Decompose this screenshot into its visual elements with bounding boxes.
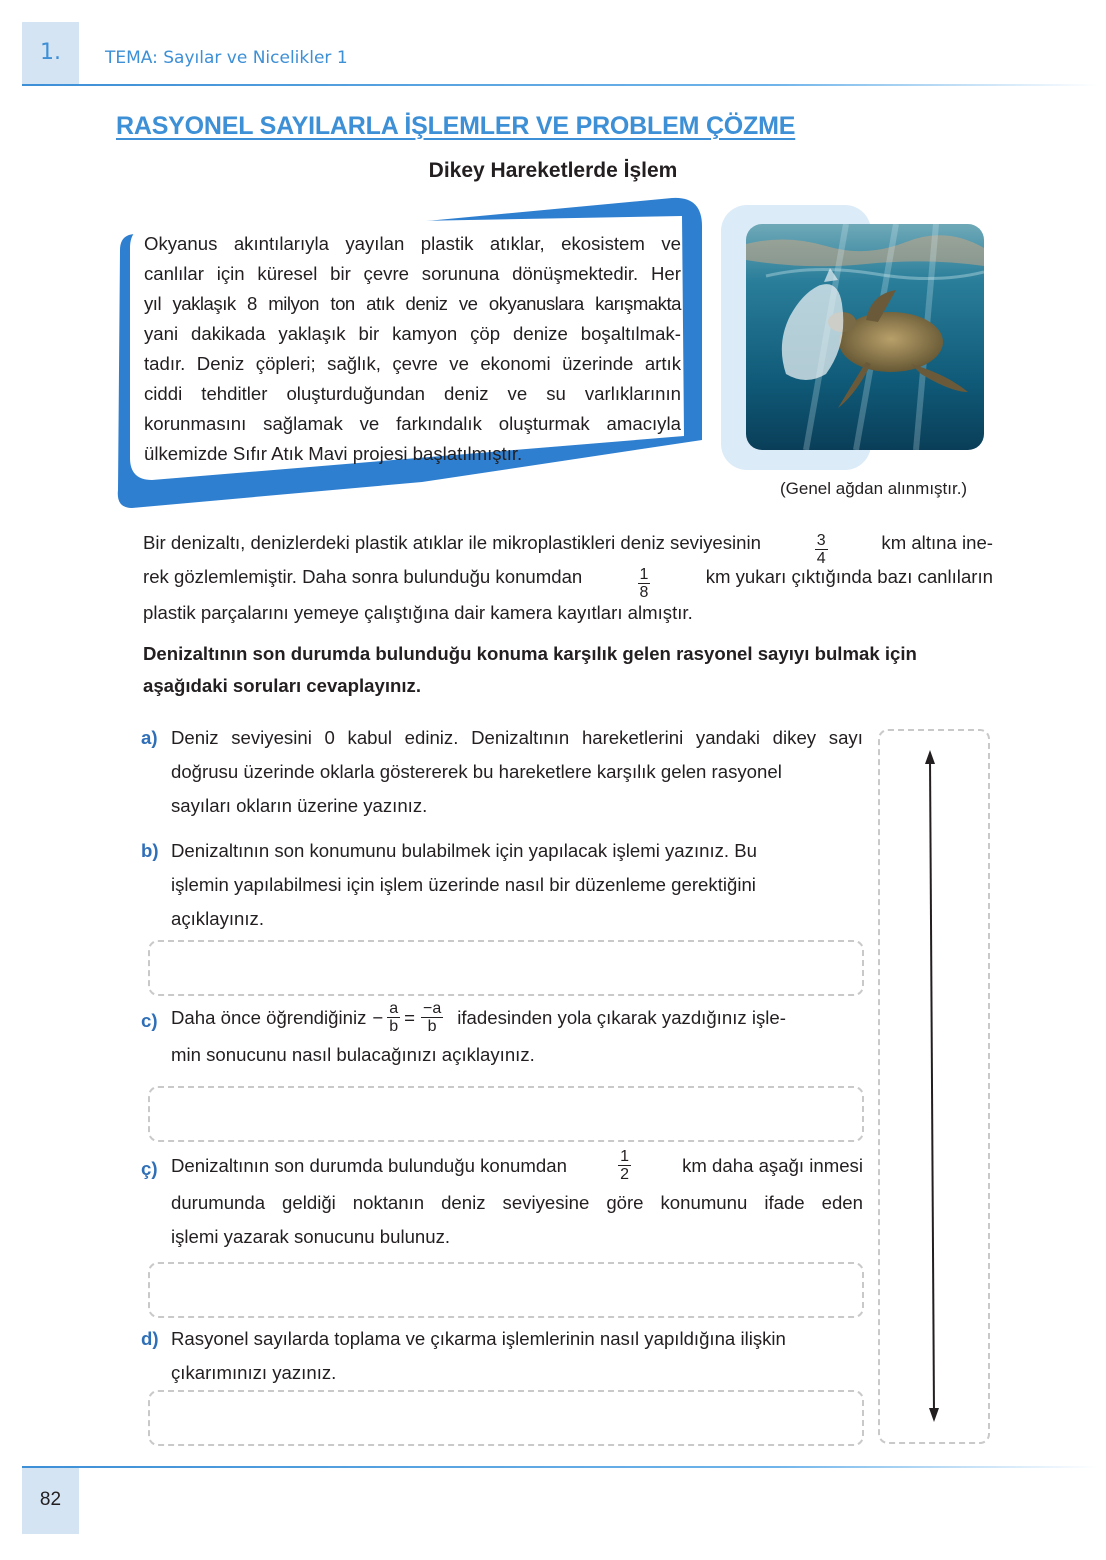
fraction-one-half: $\frac{1}{2}$	[620, 1148, 629, 1183]
instruction-line-1: Denizaltının son durumda bulunduğu konuma karşılık gelen rasyonel sayıyı bulmak için	[143, 643, 917, 664]
question-d-label: d)	[141, 1328, 159, 1349]
theme-label: TEMA: Sayılar ve Nicelikler 1	[105, 48, 348, 68]
question-c-text: Daha önce öğrendiğiniz	[171, 1006, 367, 1028]
question-b-line: işlemin yapılabilmesi için işlem üzerinde nasıl bir düzenleme gerektiğini	[171, 874, 756, 895]
page-title: RASYONEL SAYILARLA İŞLEMLER VE PROBLEM ÇÖZME	[116, 112, 796, 140]
answer-box-b[interactable]	[148, 940, 864, 996]
problem-text: Bir denizaltı, denizlerdeki plastik atıklar ile mikroplastikleri deniz seviyesinin	[143, 532, 761, 553]
fraction-one-eighth: $\frac{1}{8}$	[639, 566, 649, 601]
intro-line: yıl yaklaşık 8 milyon ton atık deniz ve okyanuslara karışmakta	[144, 293, 681, 314]
question-cc-line-3: işlemi yazarak sonucunu bulunuz.	[171, 1226, 451, 1247]
question-cc-line-2: durumunda geldiği noktanın deniz seviyesine göre konumunu ifade eden	[171, 1192, 863, 1213]
problem-text: km altına ine-	[881, 532, 993, 553]
intro-text	[144, 229, 681, 469]
problem-line-2	[143, 566, 993, 601]
intro-line: yani dakikada yaklaşık bir kamyon çöp denize boşaltılmak-	[144, 323, 681, 344]
question-c-line-2: min sonucunu nasıl bulacağınızı açıklayınız.	[171, 1044, 535, 1065]
question-a-label: a)	[141, 727, 158, 748]
problem-text: rek gözlemlemiştir. Daha sonra bulunduğu konumdan	[143, 566, 583, 587]
header-divider	[22, 84, 1098, 86]
intro-line: korunmasını sağlamak ve farkındalık oluşturmak amacıyla	[144, 413, 681, 434]
question-a-line: sayıları okların üzerine yazınız.	[171, 795, 428, 816]
problem-line-1	[143, 532, 993, 567]
question-a-line: doğrusu üzerinde oklarla göstererek bu hareketlere karşılık gelen rasyonel	[171, 761, 782, 782]
question-b-label: b)	[141, 840, 159, 861]
section-subtitle: Dikey Hareketlerde İşlem	[428, 159, 678, 182]
intro-line: Okyanus akıntılarıyla yayılan plastik atıklar, ekosistem ve	[144, 233, 681, 254]
instruction-line-2: aşağıdaki soruları cevaplayınız.	[143, 675, 422, 696]
sea-turtle-photo	[746, 224, 984, 450]
question-cc-text: Denizaltının son durumda bulunduğu konumdan	[171, 1154, 567, 1176]
question-d-line: Rasyonel sayılarda toplama ve çıkarma işlemlerinin nasıl yapıldığına ilişkin	[171, 1328, 786, 1349]
vertical-number-line-arrow[interactable]	[915, 748, 949, 1426]
page-number: 82	[39, 1489, 62, 1510]
answer-box-c[interactable]	[148, 1086, 864, 1142]
question-c-line-1	[171, 1000, 863, 1035]
problem-line-3: plastik parçalarını yemeye çalıştığına dair kamera kayıtları almıştır.	[143, 602, 693, 623]
question-c-label: c)	[141, 1010, 158, 1031]
minus-sign: −	[372, 1006, 384, 1028]
footer-divider	[22, 1466, 1098, 1468]
intro-line: canlılar için küresel bir çevre sorununa dönüşmektedir. Her	[144, 263, 681, 284]
intro-line: tadır. Deniz çöpleri; sağlık, çevre ve ekonomi üzerinde artık	[144, 353, 681, 374]
problem-text: km yukarı çıktığında bazı canlıların	[705, 566, 993, 587]
intro-line: ciddi tehditler oluşturduğundan deniz ve su varlıklarının	[144, 383, 681, 404]
question-d-line: çıkarımınızı yazınız.	[171, 1362, 337, 1383]
question-cc-line-1	[171, 1148, 863, 1183]
question-a-line: Deniz seviyesini 0 kabul ediniz. Denizaltının hareketlerini yandaki dikey sayı	[171, 727, 863, 748]
fraction-a-over-b: $\frac{a}{b}$	[389, 1000, 399, 1035]
fraction-three-quarters: $\frac{3}{4}$	[816, 532, 826, 567]
answer-box-cc[interactable]	[148, 1262, 864, 1318]
equals-sign: =	[404, 1006, 415, 1028]
question-c-text: ifadesinden yola çıkarak yazdığınız işle-	[457, 1006, 786, 1028]
image-source-caption: (Genel ağdan alınmıştır.)	[780, 479, 968, 498]
fraction-neg-a-over-b: $\frac{-a}{b}$	[423, 1000, 442, 1035]
question-cc-label: ç)	[141, 1158, 158, 1179]
question-b-line: Denizaltının son konumunu bulabilmek için yapılacak işlemi yazınız. Bu	[171, 840, 757, 861]
question-cc-text: km daha aşağı inmesi	[682, 1154, 863, 1176]
intro-line: ülkemizde Sıfır Atık Mavi projesi başlatılmıştır.	[144, 443, 523, 464]
question-b-line: açıklayınız.	[171, 908, 265, 929]
chapter-number: 1.	[40, 40, 61, 65]
answer-box-d[interactable]	[148, 1390, 864, 1446]
